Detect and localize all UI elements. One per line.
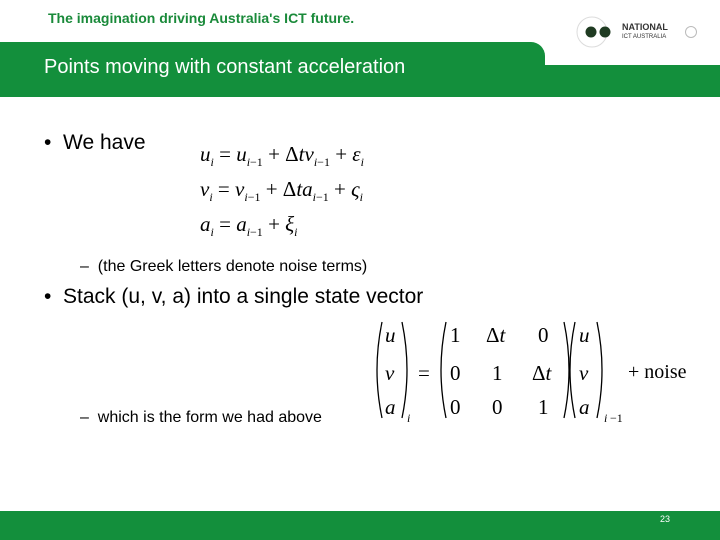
svg-text:u: u bbox=[579, 323, 590, 347]
footer-bar bbox=[0, 511, 720, 540]
title-bar-extension bbox=[520, 65, 720, 97]
sub-bullet-2: – which is the form we had above bbox=[80, 409, 322, 426]
equation-u: $u_i = u_{i-1} + \Delta tv_{i-1} + \varepsilon_i$ bbox=[200, 142, 364, 170]
plus-noise-term: + noise bbox=[628, 361, 687, 383]
svg-text:0: 0 bbox=[450, 395, 461, 419]
sub-bullet-1-text: (the Greek letters denote noise terms) bbox=[97, 258, 368, 275]
svg-text:u: u bbox=[385, 323, 396, 347]
nicta-logo-icon bbox=[576, 13, 622, 53]
slide-title: Points moving with constant acceleration bbox=[44, 56, 406, 78]
equation-v: $v_i = v_{i-1} + \Delta ta_{i-1} + \varsigma_i$ bbox=[200, 177, 364, 205]
bullet-1: • We have bbox=[44, 131, 146, 154]
bullet-2-text: Stack (u, v, a) into a single state vector bbox=[63, 285, 424, 308]
page-number: 23 bbox=[660, 514, 671, 524]
sub-bullet-2-text: which is the form we had above bbox=[97, 409, 322, 426]
svg-text:a: a bbox=[579, 395, 590, 419]
tagline: The imagination driving Australia's ICT future. bbox=[48, 10, 355, 26]
svg-text:1: 1 bbox=[450, 323, 461, 347]
svg-text:v: v bbox=[579, 361, 589, 385]
bullet-1-text: We have bbox=[63, 131, 146, 154]
svg-text:1: 1 bbox=[538, 395, 549, 419]
logo-ring-icon bbox=[684, 25, 698, 39]
svg-text:0: 0 bbox=[538, 323, 549, 347]
svg-text:Δt: Δt bbox=[532, 361, 552, 385]
svg-text:i: i bbox=[407, 411, 411, 425]
logo-line-ict: ICT AUSTRALIA bbox=[622, 34, 667, 40]
sub-bullet-1: – (the Greek letters denote noise terms) bbox=[80, 258, 368, 275]
svg-text:1: 1 bbox=[492, 361, 503, 385]
bullet-2: • Stack (u, v, a) into a single state vector bbox=[44, 285, 424, 308]
svg-text:−1: −1 bbox=[610, 411, 623, 425]
svg-text:v: v bbox=[385, 361, 395, 385]
svg-text:0: 0 bbox=[450, 361, 461, 385]
svg-text:i: i bbox=[604, 411, 608, 425]
logo-text bbox=[622, 22, 668, 42]
equation-a: $a_i = a_{i-1} + \xi_i$ bbox=[200, 212, 298, 240]
logo-line-national: NATIONAL bbox=[622, 22, 668, 32]
svg-text:=: = bbox=[418, 361, 430, 385]
svg-text:a: a bbox=[385, 395, 396, 419]
svg-text:Δt: Δt bbox=[486, 323, 506, 347]
svg-text:0: 0 bbox=[492, 395, 503, 419]
